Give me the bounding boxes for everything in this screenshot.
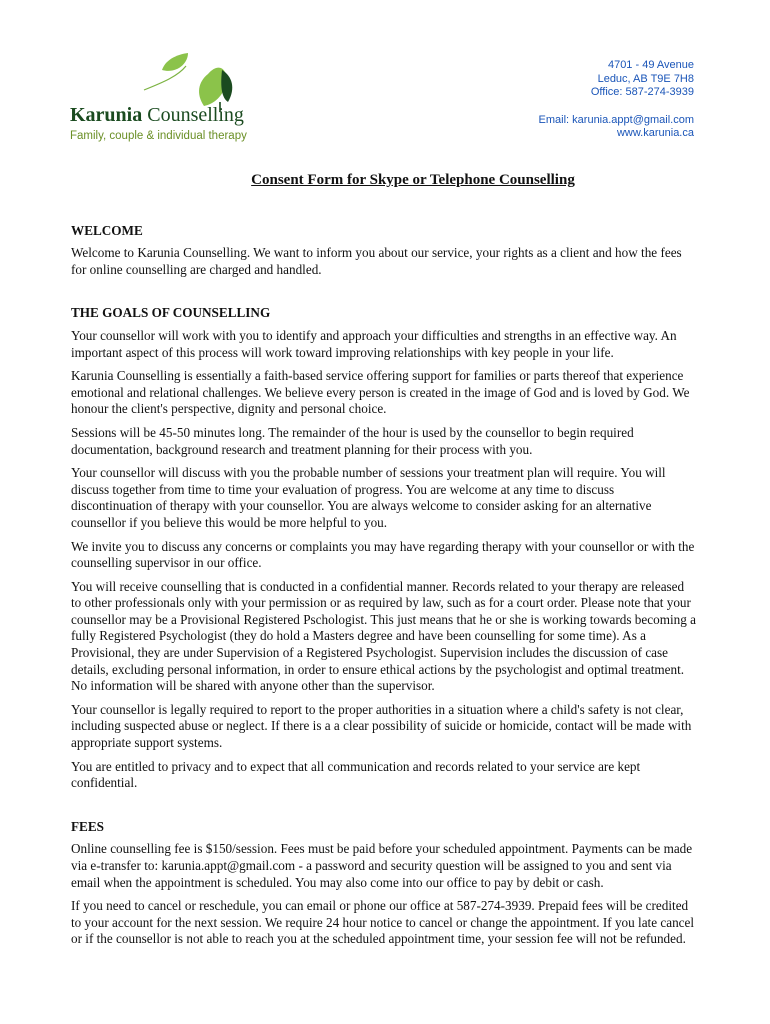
brand-name-rest: Counselling: [147, 104, 244, 126]
paragraph: Online counselling fee is $150/session. Fees must be paid before your scheduled appointment. Payments can be made via e-transfer to: karunia.appt@gmail.com - a password and security question will be assigned to you and sent via email when the appointment is scheduled. You may also come into our office to pay by debit or cash.: [71, 841, 693, 890]
paragraph: Your counsellor will work with you to identify and approach your difficulties and strengths in an effective way. An important aspect of this process will work toward improving relationships with key people in your life.: [71, 327, 677, 360]
paragraph: Your counsellor is legally required to report to the proper authorities in a situation where a child's safety is not clear, including suspected abuse or neglect. If there is a a clear possibility of suicide or homicide, contact will be made with appropriate support systems.: [71, 701, 692, 751]
website-link[interactable]: www.karunia.ca: [616, 127, 694, 139]
brand-tagline: Family, couple & individual therapy: [70, 130, 247, 142]
address-line-2: Leduc, AB T9E 7H8: [597, 72, 694, 85]
leaf-logo-icon: [68, 52, 308, 112]
section-goals: [71, 305, 697, 791]
paragraph: We invite you to discuss any concerns or complaints you may have regarding therapy with your counsellor or with the counselling supervisor in our office.: [71, 538, 695, 571]
document-title: Consent Form for Skype or Telephone Counselling: [251, 172, 575, 188]
section-heading: FEES: [71, 818, 104, 834]
section-welcome: [71, 223, 697, 279]
paragraph: Karunia Counselling is essentially a faith-based service offering support for families or parts thereof that experience emotional and relational challenges. We believe every person is created in the image of God and is loved by God. We honour the client's perspective, dignity and personal choice.: [71, 368, 690, 417]
paragraph: You will receive counselling that is conducted in a confidential manner. Records related to your therapy are released to other professionals only with your permission or as required by law, such as for a court order. Please note that your counsellor may be a Provisional Registered Pschologist. This just means that he or she is working towards becoming a fully Registered Psychologist (they do hold a Masters degree and have been counselling for some time). As a Provisional, they are under Supervision of a Registered Psychologist. Supervision includes the discussion of case details, excluding personal information, in order to ensure ethical actions by the psychologist and optimal treatment. No information will be shared with anyone other than the supervisor.: [71, 578, 696, 694]
document-body: [71, 170, 697, 955]
address-line-1: 4701 - 49 Avenue: [607, 59, 694, 71]
section-heading: WELCOME: [71, 222, 143, 238]
paragraph: Your counsellor will discuss with you the probable number of sessions your treatment plan will require. You will discuss together from time to time your evaluation of progress. You are welcome at any time to discuss discontinuation of therapy with your counsellor. You are always welcome to consider asking for an alternative counsellor if you believe this would be more helpful to you.: [71, 465, 666, 530]
paragraph: Welcome to Karunia Counselling. We want to inform you about our service, your rights as a client and how the fees for online counselling are charged and handled.: [71, 245, 682, 277]
paragraph: You are entitled to privacy and to expect that all communication and records related to your service are kept confidential.: [71, 758, 641, 791]
paragraph: Sessions will be 45-50 minutes long. The remainder of the hour is used by the counsellor to begin required documentation, background research and treatment planning for their process with you.: [71, 424, 634, 457]
karunia-logo: [68, 52, 308, 147]
email-link[interactable]: Email: karunia.appt@gmail.com: [538, 113, 694, 126]
brand-name-bold: Karunia: [70, 104, 143, 126]
office-phone: Office: 587-274-3939: [590, 86, 694, 98]
section-heading: THE GOALS OF COUNSELLING: [71, 305, 271, 321]
paragraph: If you need to cancel or reschedule, you can email or phone our office at 587-274-3939. Prepaid fees will be credited to your account for the next session. We require 24 hour notice to cancel or change the appointment. If you late cancel or if the counsellor is not able to reach you at the scheduled appointment time, your session fee will not be refunded.: [71, 898, 695, 947]
brand-name: [70, 104, 244, 126]
section-fees: [71, 819, 697, 948]
contact-block: [539, 59, 694, 141]
